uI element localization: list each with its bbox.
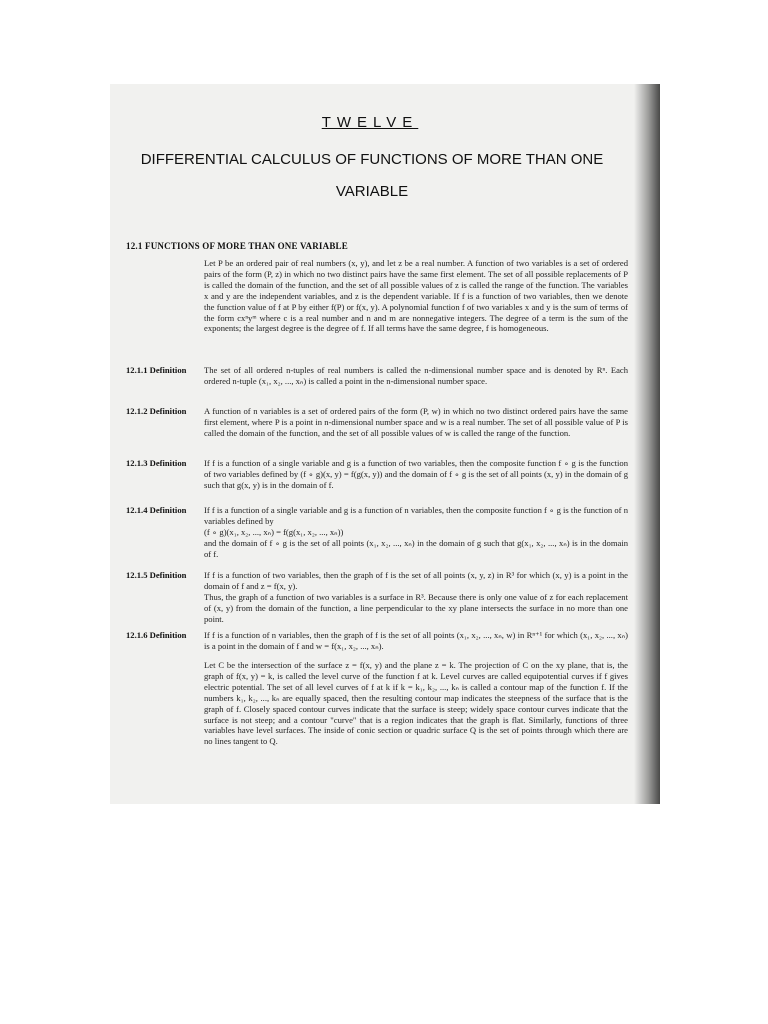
definition-text-continued: Thus, the graph of a function of two variables is a surface in R³. Because there is only one value of z for each replacement of (x, y) from the domain of the function, a line perpendicular to the xy plane intersects the surface in no more than one point. bbox=[204, 591, 628, 624]
definition-label: 12.1.5 Definition bbox=[126, 570, 187, 580]
section-heading: 12.1 FUNCTIONS OF MORE THAN ONE VARIABLE bbox=[126, 241, 348, 251]
definition-text-continued: and the domain of f ∘ g is the set of all points (x₁, x₂, ..., xₙ) in the domain of g such that g(x₁, x₂, ..., xₙ) is in the domain of f. bbox=[204, 537, 628, 559]
definition-text: A function of n variables is a set of ordered pairs of the form (P, w) in which no two distinct ordered pairs have the same first element, where P is a point in n-dimensional number space and w is a real number. The set of all possible value of P is called the domain of the function, and the set of all possible values of w is called the range of the function. bbox=[204, 406, 628, 438]
definition-text: The set of all ordered n-tuples of real numbers is called the n-dimensional number space and is denoted by Rⁿ. Each ordered n-tuple (x₁, x₂, ..., xₙ) is called a point in the n-dimensional number space. bbox=[204, 365, 628, 386]
intro-paragraph: Let P be an ordered pair of real numbers (x, y), and let z be a real number. A function of two variables is a set of ordered pairs of the form (P, z) in which no two distinct pairs have the same first element. The set of all possible replacements of P is called the domain of the function, and the set of all possible values of z is called the range of the function. The variables x and y are the independent variables, and z is the dependent variable. If f is a function of two variables, then we denote the function value of f at P by either f(P) or f(x, y). A polynomial function f of two variables x and y is the sum of terms of the form cxⁿyᵐ where c is a real number and n and m are nonnegative integers. The degree of a term is the sum of the exponents; the largest degree is the degree of f. If all terms have the same degree, f is homogeneous. bbox=[204, 258, 628, 334]
definition-label: 12.1.2 Definition bbox=[126, 406, 187, 416]
scanned-page bbox=[110, 84, 660, 804]
definition-formula: (f ∘ g)(x₁, x₂, ..., xₙ) = f(g(x₁, x₂, ..., xₙ)) bbox=[204, 526, 344, 537]
chapter-title: DIFFERENTIAL CALCULUS OF FUNCTIONS OF MORE THAN ONE VARIABLE bbox=[140, 151, 604, 200]
definition-label: 12.1.3 Definition bbox=[126, 458, 187, 468]
definition-text: If f is a function of a single variable and g is a function of two variables, then the composite function f ∘ g is the function of two variables defined by (f ∘ g)(x, y) = f(g(x, y)) and the domain of f ∘ g is the set of all points (x, y) in the domain of g such that g(x, y) is in the domain of f. bbox=[204, 458, 628, 490]
definition-block bbox=[204, 570, 628, 625]
page-edge-shadow bbox=[634, 84, 660, 804]
definition-text: If f is a function of two variables, then the graph of f is the set of all points (x, y, z) in R³ for which (x, y) is a point in the domain of f and z = f(x, y). bbox=[204, 570, 628, 591]
definition-text: If f is a function of a single variable and g is a function of n variables, then the composite function f ∘ g is the function of n variables defined by bbox=[204, 505, 628, 526]
definition-block bbox=[204, 505, 628, 560]
definition-text: If f is a function of n variables, then the graph of f is the set of all points (x₁, x₂, ..., xₙ, w) in Rⁿ⁺¹ for which (x₁, x₂, ..., xₙ) is a point in the domain of f and w = f(x₁, x₂, ..., xₙ). bbox=[204, 630, 628, 651]
definition-label: 12.1.1 Definition bbox=[126, 365, 187, 375]
definition-label: 12.1.6 Definition bbox=[126, 630, 187, 640]
definition-label: 12.1.4 Definition bbox=[126, 505, 187, 515]
chapter-number: TWELVE bbox=[321, 114, 419, 131]
contour-paragraph: Let C be the intersection of the surface z = f(x, y) and the plane z = k. The projection of C on the xy plane, that is, the graph of f(x, y) = k, is called the level curve of the function f at k. Level curves are called equipotential curves if f gives electric potential. The set of all level curves of f at k if k = k₁, k₂, ..., kₙ is called a contour map of the function f. If the numbers k₁, k₂, ..., kₙ are equally spaced, then the resulting contour map indicates the steepness of the surface that is the graph of f. Closely spaced contour curves indicate that the surface is steep; widely space contour curves indicate that the surface is not steep; and a contour "curve" that is a region indicates that the graph is flat. Similarly, functions of three variables have level surfaces. The inside of conic section or quadric surface Q is the set of points through which there are no lines tangent to Q. bbox=[204, 660, 628, 747]
